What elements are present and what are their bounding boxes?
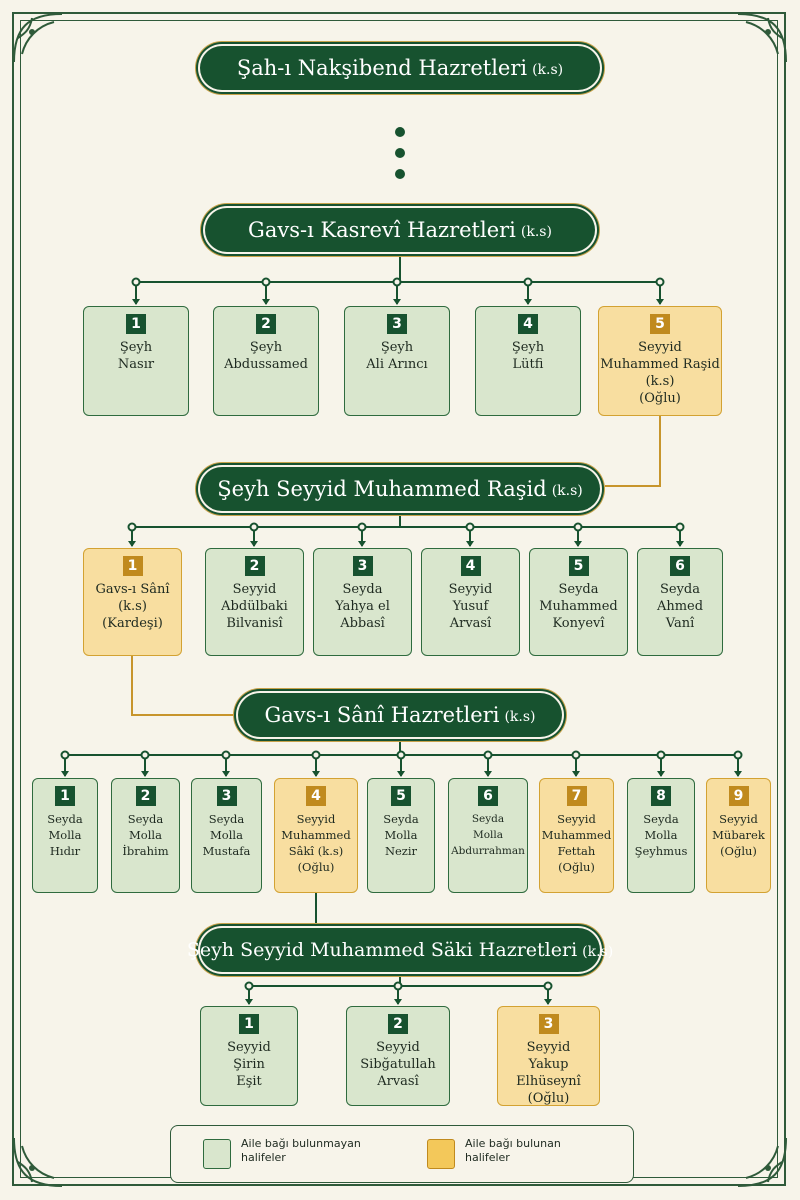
halife-number: 2: [256, 314, 276, 334]
halife-name: Seyyid Muhammed Fettah (Oğlu): [541, 812, 612, 874]
halife-card-family: [539, 778, 614, 893]
legend-label-family: Aile bağı bulunan halifeler: [465, 1137, 561, 1164]
banner-seyh-seyyid-muhammed-saki: [186, 928, 614, 972]
halife-number: 9: [729, 786, 749, 806]
halife-number: 3: [539, 1014, 559, 1034]
corner-ornament-bottom-left: [8, 1132, 68, 1192]
halife-number: 1: [55, 786, 75, 806]
halife-number: 6: [670, 556, 690, 576]
halife-card: [205, 548, 304, 656]
halife-number: 2: [245, 556, 265, 576]
halife-name: Seyyid Sibğatullah Arvasî: [360, 1040, 436, 1089]
halife-name: Seyda Molla Mustafa: [202, 812, 251, 858]
ellipsis-dot: [395, 148, 405, 158]
legend-label-no-family: Aile bağı bulunmayan halifeler: [241, 1137, 361, 1164]
halife-number: 5: [391, 786, 411, 806]
legend: [170, 1125, 634, 1183]
banner-sah-i-naksibend: [200, 46, 600, 90]
banner-suffix: (k.s): [551, 483, 583, 499]
banner-title: Gavs-ı Sânî Hazretleri: [264, 703, 500, 727]
halife-number: 6: [478, 786, 498, 806]
halife-number: 4: [518, 314, 538, 334]
halife-card: [475, 306, 581, 416]
halife-name: Seyyid Abdülbaki Bilvanisî: [221, 582, 288, 631]
halife-name: Seyda Ahmed Vanî: [656, 582, 704, 631]
halife-card-family: [497, 1006, 600, 1106]
halife-name: Şeyh Abdussamed: [224, 340, 308, 372]
halife-number: 3: [217, 786, 237, 806]
banner-suffix: (k.s): [582, 944, 614, 960]
banner-title: Şah-ı Nakşibend Hazretleri: [236, 56, 528, 80]
halife-name: Seyyid Muhammed Raşid (k.s) (Oğlu): [600, 340, 720, 406]
banner-suffix: (k.s): [504, 709, 536, 725]
banner-title: Şeyh Seyyid Muhammed Raşid: [217, 477, 547, 501]
halife-number: 3: [387, 314, 407, 334]
ellipsis-dot: [395, 169, 405, 179]
halife-card: [529, 548, 628, 656]
halife-card-family: [706, 778, 771, 893]
halife-number: 2: [388, 1014, 408, 1034]
halife-card: [213, 306, 319, 416]
halife-card: [367, 778, 435, 893]
halife-number: 8: [651, 786, 671, 806]
halife-card-family: [83, 548, 182, 656]
banner-suffix: (k.s): [532, 62, 564, 78]
halife-number: 7: [567, 786, 587, 806]
corner-ornament-bottom-right: [732, 1132, 792, 1192]
halife-name: Seyyid Mübarek (Oğlu): [712, 812, 765, 858]
halife-name: Şeyh Lütfi: [511, 340, 545, 372]
halife-card: [200, 1006, 298, 1106]
banner-title: Gavs-ı Kasrevî Hazretleri: [248, 218, 516, 242]
halife-card: [627, 778, 695, 893]
halife-card: [111, 778, 180, 893]
halife-number: 4: [461, 556, 481, 576]
halife-number: 5: [569, 556, 589, 576]
corner-ornament-top-right: [732, 8, 792, 68]
halife-card-family: [598, 306, 722, 416]
halife-card: [32, 778, 98, 893]
banner-suffix: (k.s): [520, 224, 552, 240]
halife-name: Seyda Molla Nezir: [383, 812, 419, 858]
banner-gavs-i-kasrevi: [205, 208, 595, 252]
halife-name: Seyda Molla Abdurrahman: [451, 813, 525, 857]
halife-card: [346, 1006, 450, 1106]
halife-name: Seyda Molla İbrahim: [122, 812, 169, 858]
halife-name: Şeyh Ali Arıncı: [366, 340, 428, 372]
banner-title: Şeyh Seyyid Muhammed Säki Hazretleri: [186, 939, 578, 961]
halife-card: [637, 548, 723, 656]
halife-number: 1: [239, 1014, 259, 1034]
corner-ornament-top-left: [8, 8, 68, 68]
ellipsis-dot: [395, 127, 405, 137]
halife-name: Seyyid Şirin Eşit: [227, 1040, 271, 1089]
halife-name: Gavs-ı Sânî (k.s) (Kardeşi): [95, 582, 170, 631]
halife-card-family: [274, 778, 358, 893]
halife-number: 5: [650, 314, 670, 334]
halife-name: Seyyid Yakup Elhüseynî (Oğlu): [516, 1040, 581, 1106]
halife-number: 2: [136, 786, 156, 806]
halife-card: [83, 306, 189, 416]
legend-swatch-no-family: [203, 1139, 231, 1169]
halife-number: 3: [353, 556, 373, 576]
halife-number: 4: [306, 786, 326, 806]
banner-gavs-i-sani: [238, 693, 562, 737]
halife-card: [421, 548, 520, 656]
halife-name: Seyda Molla Şeyhmus: [634, 812, 688, 858]
halife-name: Seyda Yahya el Abbasî: [335, 582, 390, 631]
banner-seyh-seyyid-muhammed-rasid: [200, 467, 600, 511]
halife-card: [344, 306, 450, 416]
halife-name: Seyyid Muhammed Sâkî (k.s) (Oğlu): [281, 812, 351, 874]
halife-card: [313, 548, 412, 656]
halife-name: Seyda Muhammed Konyevî: [539, 582, 618, 631]
halife-card: [448, 778, 528, 893]
legend-swatch-family: [427, 1139, 455, 1169]
halife-name: Seyyid Yusuf Arvasî: [448, 582, 493, 631]
halife-card: [191, 778, 262, 893]
halife-name: Şeyh Nasır: [117, 340, 155, 372]
halife-number: 1: [123, 556, 143, 576]
halife-name: Seyda Molla Hıdır: [47, 812, 83, 858]
halife-number: 1: [126, 314, 146, 334]
